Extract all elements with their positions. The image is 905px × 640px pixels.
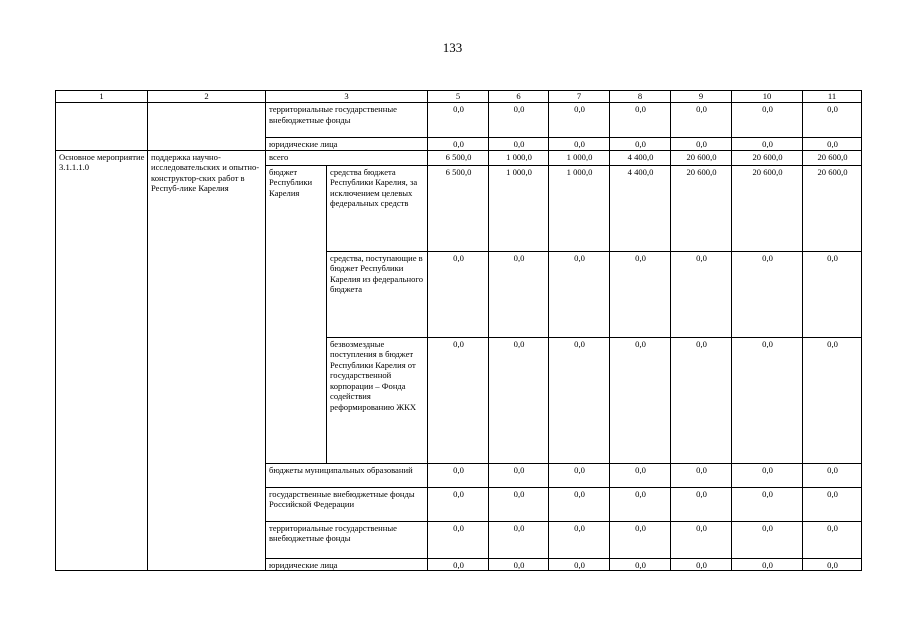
value-cell: 20 600,0 (732, 165, 803, 251)
value-cell: 0,0 (803, 103, 862, 138)
header-cell: 5 (428, 91, 489, 103)
value-cell: 0,0 (610, 558, 671, 571)
value-cell: 0,0 (803, 251, 862, 337)
value-cell: 20 600,0 (671, 165, 732, 251)
value-cell: 0,0 (671, 138, 732, 151)
value-cell: 4 400,0 (610, 150, 671, 165)
page-number: 133 (442, 40, 463, 55)
value-cell: 0,0 (489, 558, 549, 571)
empty-cell (148, 103, 266, 151)
value-cell: 0,0 (732, 487, 803, 521)
value-cell: 20 600,0 (732, 150, 803, 165)
header-cell: 2 (148, 91, 266, 103)
value-cell: 0,0 (549, 487, 610, 521)
header-cell: 3 (266, 91, 428, 103)
value-cell: 0,0 (610, 251, 671, 337)
value-cell: 0,0 (489, 521, 549, 558)
source-label: средства, поступающие в бюджет Республики Карелия из федерального бюджета (327, 251, 428, 337)
value-cell: 0,0 (489, 251, 549, 337)
value-cell: 20 600,0 (671, 150, 732, 165)
value-cell: 1 000,0 (549, 150, 610, 165)
budget-table (55, 90, 862, 571)
value-cell: 0,0 (803, 337, 862, 463)
value-cell: 0,0 (732, 463, 803, 487)
source-label: безвозмездные поступления в бюджет Республики Карелия от государственной корпорации – Фонда содействия реформированию ЖКХ (327, 337, 428, 463)
table-row (56, 150, 862, 165)
source-label: бюджеты муниципальных образований (266, 463, 428, 487)
value-cell: 0,0 (428, 487, 489, 521)
header-cell: 8 (610, 91, 671, 103)
value-cell: 0,0 (489, 337, 549, 463)
value-cell: 0,0 (549, 558, 610, 571)
value-cell: 0,0 (732, 337, 803, 463)
header-cell: 10 (732, 91, 803, 103)
value-cell: 0,0 (732, 558, 803, 571)
budget-group-label: бюджет Республики Карелия (266, 165, 327, 463)
source-label: территориальные государственные внебюджетные фонды (266, 103, 428, 138)
source-label: юридические лица (266, 138, 428, 151)
value-cell: 0,0 (549, 251, 610, 337)
value-cell: 0,0 (610, 138, 671, 151)
value-cell: 0,0 (671, 463, 732, 487)
value-cell: 6 500,0 (428, 150, 489, 165)
value-cell: 0,0 (732, 251, 803, 337)
value-cell: 0,0 (549, 337, 610, 463)
value-cell: 0,0 (803, 521, 862, 558)
value-cell: 0,0 (428, 558, 489, 571)
source-label: средства бюджета Республики Карелия, за исключением целевых федеральных средств (327, 165, 428, 251)
table-row (56, 103, 862, 138)
value-cell: 0,0 (732, 103, 803, 138)
value-cell: 0,0 (489, 487, 549, 521)
source-label: юридические лица (266, 558, 428, 571)
value-cell: 0,0 (671, 558, 732, 571)
header-cell: 1 (56, 91, 148, 103)
value-cell: 0,0 (671, 521, 732, 558)
value-cell: 0,0 (549, 521, 610, 558)
measure-code: Основное мероприятие 3.1.1.1.0 (56, 150, 148, 571)
value-cell: 0,0 (610, 103, 671, 138)
value-cell: 0,0 (610, 521, 671, 558)
value-cell: 0,0 (610, 487, 671, 521)
value-cell: 0,0 (803, 558, 862, 571)
value-cell: 0,0 (671, 337, 732, 463)
value-cell: 1 000,0 (489, 150, 549, 165)
value-cell: 0,0 (549, 463, 610, 487)
value-cell: 0,0 (489, 138, 549, 151)
value-cell: 0,0 (671, 251, 732, 337)
value-cell: 0,0 (803, 463, 862, 487)
value-cell: 0,0 (428, 138, 489, 151)
header-cell: 6 (489, 91, 549, 103)
value-cell: 4 400,0 (610, 165, 671, 251)
value-cell: 6 500,0 (428, 165, 489, 251)
value-cell: 0,0 (732, 521, 803, 558)
value-cell: 0,0 (671, 103, 732, 138)
empty-cell (56, 103, 148, 151)
header-cell: 9 (671, 91, 732, 103)
value-cell: 0,0 (549, 138, 610, 151)
header-cell: 11 (803, 91, 862, 103)
value-cell: 0,0 (732, 138, 803, 151)
value-cell: 0,0 (610, 463, 671, 487)
source-label: государственные внебюджетные фонды Российской Федерации (266, 487, 428, 521)
value-cell: 0,0 (428, 251, 489, 337)
value-cell: 0,0 (489, 463, 549, 487)
value-cell: 1 000,0 (549, 165, 610, 251)
value-cell: 0,0 (610, 337, 671, 463)
source-label: всего (266, 150, 428, 165)
value-cell: 0,0 (428, 463, 489, 487)
value-cell: 0,0 (428, 521, 489, 558)
header-row (56, 91, 862, 103)
value-cell: 20 600,0 (803, 150, 862, 165)
value-cell: 0,0 (803, 487, 862, 521)
value-cell: 20 600,0 (803, 165, 862, 251)
value-cell: 0,0 (803, 138, 862, 151)
value-cell: 0,0 (428, 103, 489, 138)
value-cell: 1 000,0 (489, 165, 549, 251)
value-cell: 0,0 (428, 337, 489, 463)
header-cell: 7 (549, 91, 610, 103)
measure-name: поддержка научно-исследовательских и опытно-конструктор-ских работ в Респуб-лике Карелия (148, 150, 266, 571)
value-cell: 0,0 (489, 103, 549, 138)
value-cell: 0,0 (549, 103, 610, 138)
value-cell: 0,0 (671, 487, 732, 521)
source-label: территориальные государственные внебюджетные фонды (266, 521, 428, 558)
